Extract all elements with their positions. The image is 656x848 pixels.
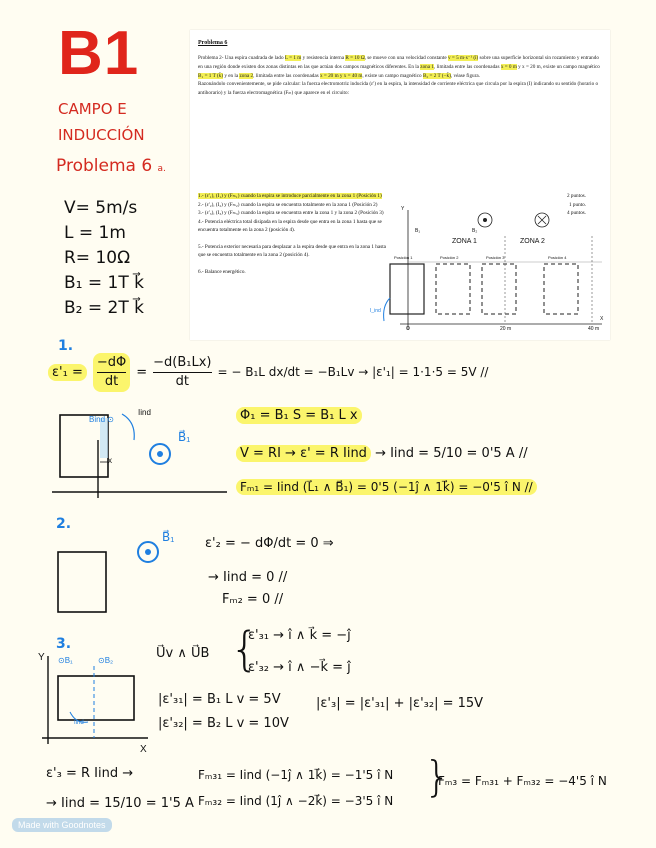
section1-frac2-den: dt xyxy=(175,373,189,389)
section1-eps-equation xyxy=(48,350,488,394)
fig-origin: O xyxy=(406,326,410,332)
fig-pos1: Posición 1 xyxy=(394,255,413,260)
fig-pos3: Posición 3 xyxy=(486,255,505,260)
section1-number: 1. xyxy=(58,338,74,354)
given-v: V= 5m/s xyxy=(64,198,138,218)
stmt-f: y x = 20 m, existe un campo magnético xyxy=(516,63,600,70)
stmt-j: , véase figura. xyxy=(450,72,480,79)
topic-line-2: INDUCCIÓN xyxy=(58,126,145,144)
item-4 xyxy=(198,218,388,243)
stmt-a: Problema 2- Una espira cuadrada de lado xyxy=(198,55,285,61)
section3-vb: U⃗v ∧ U⃗B xyxy=(156,646,210,661)
given-b2: B₂ = 2T k⃗ xyxy=(64,298,144,318)
section1-fig-iind: Iind xyxy=(138,408,151,417)
page-title: B1 xyxy=(58,19,140,88)
item-3-label: 3.- (ε'₃), (I₃) y (Fₘ₃) cuando la espira se encuentra entre la zona 1 y la zona 2 (Posición 3) xyxy=(198,210,384,216)
section1-frac1 xyxy=(93,353,130,392)
givens-list xyxy=(64,196,144,321)
section3-number: 3. xyxy=(56,636,72,652)
item-5 xyxy=(198,243,388,268)
fig-zone2-label: ZONA 2 xyxy=(520,238,545,245)
stmt-hl-9: B₂ = 2 T (−k̂) xyxy=(422,72,451,79)
fig-b1-label: B₁ xyxy=(415,228,421,234)
section3-fig-iind: Iind xyxy=(74,720,84,726)
stmt-hl-4: zona 1 xyxy=(420,63,434,70)
fig-iind-label: I_ind xyxy=(370,308,381,314)
section1-eps-lhs: ε'₁ = xyxy=(48,364,87,381)
statement-heading: Problema 6 xyxy=(198,40,228,46)
stmt-b: y resistencia interna xyxy=(301,55,346,61)
zones-figure xyxy=(380,206,606,336)
section2-f: Fₘ₂ = 0 // xyxy=(222,592,284,607)
section2-eps: ε'₂ = − dΦ/dt = 0 ⇒ xyxy=(205,536,334,551)
goodnotes-watermark: Made with Goodnotes xyxy=(12,818,112,832)
section3-mag31: |ε'₃₁| = B₁ L v = 5V xyxy=(158,692,281,707)
stmt-e: , limitada entre las coordenadas xyxy=(433,63,501,70)
section2-b1: B⃗₁ xyxy=(162,530,175,544)
stmt-c: , se mueve con una velocidad constante xyxy=(364,55,448,61)
section1-ohm-b: → Iind = 5/10 = 0'5 A // xyxy=(375,446,528,461)
fig-x20: 20 m xyxy=(500,326,512,332)
section2-number: 2. xyxy=(56,516,72,532)
section1-figure xyxy=(42,400,232,500)
statement-text xyxy=(198,54,600,98)
section1-frac2 xyxy=(153,354,211,391)
stmt-hl-8: x = 20 m y x = 40 m xyxy=(319,72,363,79)
brace-right: } xyxy=(424,752,451,801)
section1-phi-text: Φ₁ = B₁ S = B₁ L x xyxy=(236,407,362,424)
section1-ohm-a: V = RI → ε' = R Iind xyxy=(236,445,371,462)
problem-title: Problema 6 xyxy=(56,156,153,176)
section1-phi xyxy=(236,408,362,423)
stmt-hl-7: zona 2 xyxy=(239,72,254,79)
item-1 xyxy=(198,192,600,201)
stmt-hl-1: L = 1 m xyxy=(284,55,302,61)
stmt-d: sobre una superficie horizontal sin rozamiento y entrando en una región donde existen dos zonas distintas en las que actúan dos campos magnéticos diferentes. En la xyxy=(198,55,599,70)
section1-fig-b1: B⃗₁ xyxy=(178,430,191,444)
section1-frac1-den: dt xyxy=(104,373,119,389)
item-2-label: 2.- (ε'₂), (I₂) y (Fₘ₂) cuando la espira se encuentra totalmente en la zona 1 (Posición 2) xyxy=(198,201,378,208)
section3-e31: ε'₃₁ → î ∧ k⃗ = −ĵ xyxy=(248,628,351,643)
item-2-points: 1 punto. xyxy=(568,201,586,208)
fig-axis-x: X xyxy=(600,316,604,322)
fig-pos2: Posición 2 xyxy=(440,255,459,260)
section3-total: |ε'₃| = |ε'₃₁| + |ε'₃₂| = 15V xyxy=(316,696,484,711)
item-3-points: 4 puntos. xyxy=(566,210,586,216)
section1-ohm xyxy=(236,446,528,461)
section1-frac2-num: −d(B₁Lx) xyxy=(153,354,211,373)
stmt-k: Razonándolo convenientemente, se pide calcular: la fuerza electromotriz inducida (ε') en la espira, la intensidad de corriente eléctrica que circula por la espira (I) indicando su sentido (horario o antihorario) y la fuerza electromagnética (Fₘ) que aparece en el circuito: xyxy=(198,81,599,97)
section3-fig-b1: ⊙B₁ xyxy=(58,656,73,665)
section1-fig-bind: Bind ⊙ xyxy=(89,415,114,424)
fig-axis-y: Y xyxy=(401,206,405,212)
item-1-label: 1.- (ε'₁), (I₁) y (Fₘ₁) cuando la espira se introduce parcialmente en la zona 1 (Posición 1) xyxy=(198,193,382,199)
stmt-hl-5: x = 0 m xyxy=(500,63,517,70)
item-1-points: 2 puntos. xyxy=(566,193,586,199)
stmt-h: , limitada entre las coordenadas xyxy=(253,72,320,79)
problem-statement xyxy=(190,30,610,340)
section3-ftot: Fₘ₃ = Fₘ₃₁ + Fₘ₃₂ = −4'5 î N xyxy=(438,774,607,788)
stmt-i: , existe un campo magnético xyxy=(362,72,423,79)
section3-ohm: ε'₃ = R Iind → xyxy=(46,766,134,781)
topic-line-1: CAMPO E xyxy=(58,100,127,118)
section3-e32: ε'₃₂ → î ∧ −k⃗ = ĵ xyxy=(248,660,351,675)
section3-fig-b2: ⊙B₂ xyxy=(98,656,114,665)
section2-figure xyxy=(50,540,180,620)
section1-force xyxy=(236,480,537,494)
section2-i: → Iind = 0 // xyxy=(208,570,288,585)
fig-x40: 40 m xyxy=(588,326,600,332)
item-6-label: 6.- Balance energético. xyxy=(198,268,246,275)
fig-pos4: Posición 4 xyxy=(548,255,567,260)
brace-left: { xyxy=(230,622,260,676)
item-4-label: 4.- Potencia eléctrica total disipada en la espira desde que entra en la zona 1 hasta que se encuentra totalmente en la zona 2 (posición 4). xyxy=(198,218,382,233)
section3-mag32: |ε'₃₂| = B₂ L v = 10V xyxy=(158,716,289,731)
fig-zone1-label: ZONA 1 xyxy=(452,238,477,245)
section1-fig-x: x xyxy=(108,456,112,465)
problem-sub: a. xyxy=(157,164,166,174)
equals-sign: = xyxy=(136,364,148,380)
section3-f32: Fₘ₃₂ = Iind (1ĵ ∧ −2k⃗) = −3'5 î N xyxy=(198,794,394,808)
section3-figure xyxy=(36,652,156,752)
fig-b2-label: B₂ xyxy=(472,228,478,234)
problem-label xyxy=(56,156,166,176)
section3-iind: → Iind = 15/10 = 1'5 A xyxy=(46,796,194,811)
stmt-hl-6: B₁ = 1 T (k̂) xyxy=(198,72,224,79)
section3-fig-y: Y xyxy=(38,652,45,663)
given-b1: B₁ = 1T k⃗ xyxy=(64,273,144,293)
section1-frac1-num: −dΦ xyxy=(97,354,126,373)
given-l: L = 1m xyxy=(64,223,126,243)
section1-force-text: Fₘ₁ = Iind (L⃗₁ ∧ B⃗₁) = 0'5 (−1ĵ ∧ 1k⃗) = −0'5 î N // xyxy=(236,479,537,495)
item-5-label: 5.- Potencia exterior necesaria para desplazar a la espira desde que entra en la zona 1 hasta que se encuentra totalmente en la zona 2 (posición 4). xyxy=(198,243,386,258)
section3-fig-x: X xyxy=(140,744,147,755)
section1-rest: = − B₁L dx/dt = −B₁Lv → |ε'₁| = 1·1·5 = 5V // xyxy=(217,365,489,379)
stmt-g: y en la xyxy=(223,72,240,79)
section3-f31: Fₘ₃₁ = Iind (−1ĵ ∧ 1k⃗) = −1'5 î N xyxy=(198,768,394,782)
given-r: R= 10Ω xyxy=(64,248,131,268)
stmt-hl-3: v = 5 m·s⁻¹ (î) xyxy=(447,55,479,61)
stmt-hl-2: R = 10 Ω xyxy=(345,55,365,61)
